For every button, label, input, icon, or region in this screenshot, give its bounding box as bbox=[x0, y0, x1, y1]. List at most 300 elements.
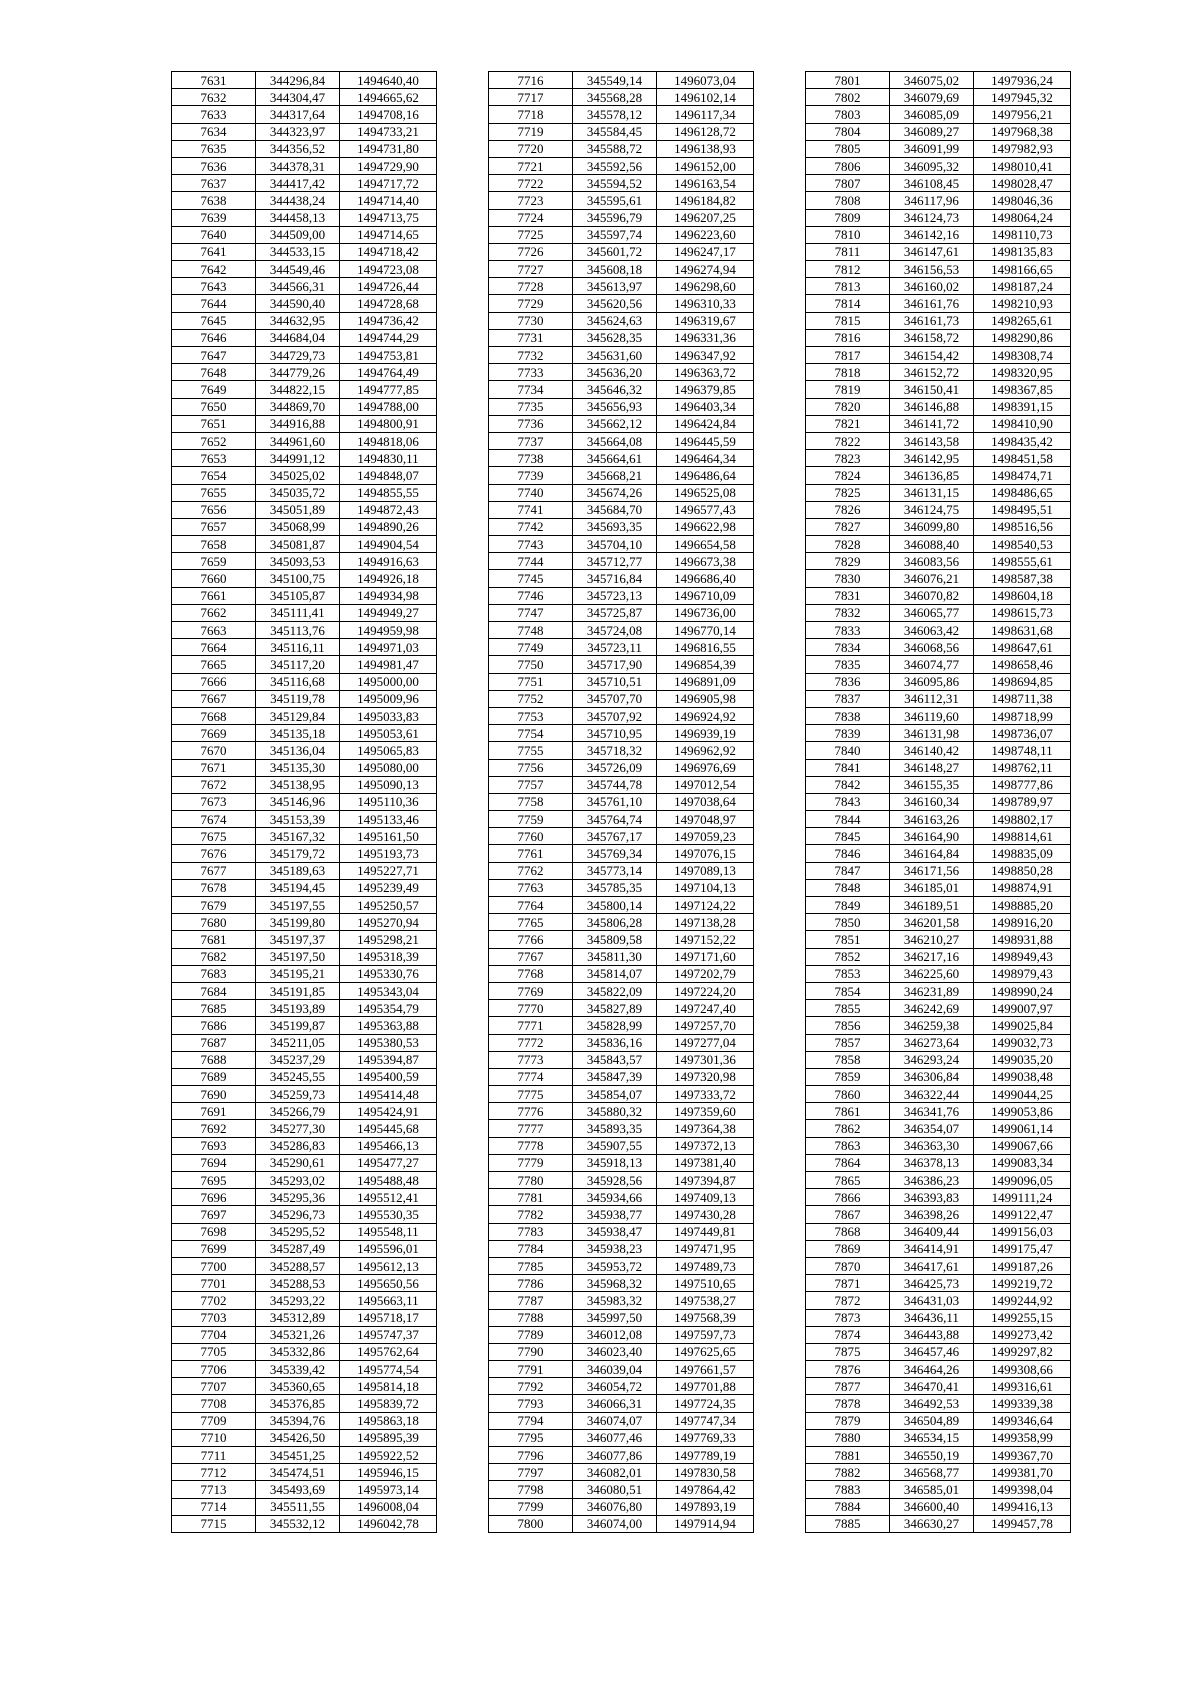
y-coordinate-cell: 1497012,54 bbox=[657, 776, 754, 793]
point-number-cell: 7833 bbox=[806, 622, 890, 639]
point-number-cell: 7677 bbox=[172, 862, 256, 879]
x-coordinate-cell: 345197,55 bbox=[256, 897, 340, 914]
table-row bbox=[806, 690, 1071, 707]
y-coordinate-cell: 1496274,94 bbox=[657, 261, 754, 278]
y-coordinate-cell: 1497059,23 bbox=[657, 828, 754, 845]
point-number-cell: 7777 bbox=[489, 1120, 573, 1137]
table-row bbox=[806, 1223, 1071, 1240]
y-coordinate-cell: 1494728,68 bbox=[340, 295, 437, 312]
y-coordinate-cell: 1495298,21 bbox=[340, 931, 437, 948]
point-number-cell: 7669 bbox=[172, 725, 256, 742]
x-coordinate-cell: 345707,92 bbox=[573, 707, 657, 724]
y-coordinate-cell: 1495400,59 bbox=[340, 1068, 437, 1085]
x-coordinate-cell: 345332,86 bbox=[256, 1343, 340, 1360]
y-coordinate-cell: 1497830,58 bbox=[657, 1464, 754, 1481]
y-coordinate-cell: 1496128,72 bbox=[657, 123, 754, 140]
point-number-cell: 7830 bbox=[806, 570, 890, 587]
table-row bbox=[806, 604, 1071, 621]
x-coordinate-cell: 345893,35 bbox=[573, 1120, 657, 1137]
x-coordinate-cell: 345135,30 bbox=[256, 759, 340, 776]
table-row bbox=[806, 1275, 1071, 1292]
table-row bbox=[806, 175, 1071, 192]
point-number-cell: 7781 bbox=[489, 1189, 573, 1206]
y-coordinate-cell: 1497372,13 bbox=[657, 1137, 754, 1154]
x-coordinate-cell: 346201,58 bbox=[890, 914, 974, 931]
point-number-cell: 7857 bbox=[806, 1034, 890, 1051]
x-coordinate-cell: 346436,11 bbox=[890, 1309, 974, 1326]
table-row bbox=[489, 811, 754, 828]
y-coordinate-cell: 1494718,42 bbox=[340, 243, 437, 260]
x-coordinate-cell: 346023,40 bbox=[573, 1343, 657, 1360]
y-coordinate-cell: 1494733,21 bbox=[340, 123, 437, 140]
table-row bbox=[806, 157, 1071, 174]
x-coordinate-cell: 345811,30 bbox=[573, 948, 657, 965]
x-coordinate-cell: 346492,53 bbox=[890, 1395, 974, 1412]
table-row bbox=[489, 501, 754, 518]
table-row bbox=[489, 209, 754, 226]
x-coordinate-cell: 346091,99 bbox=[890, 140, 974, 157]
x-coordinate-cell: 345608,18 bbox=[573, 261, 657, 278]
y-coordinate-cell: 1494726,44 bbox=[340, 278, 437, 295]
point-number-cell: 7725 bbox=[489, 226, 573, 243]
y-coordinate-cell: 1498391,15 bbox=[974, 398, 1071, 415]
x-coordinate-cell: 345725,87 bbox=[573, 604, 657, 621]
point-number-cell: 7685 bbox=[172, 1000, 256, 1017]
y-coordinate-cell: 1494723,08 bbox=[340, 261, 437, 278]
x-coordinate-cell: 345656,93 bbox=[573, 398, 657, 415]
y-coordinate-cell: 1496363,72 bbox=[657, 364, 754, 381]
point-number-cell: 7801 bbox=[806, 72, 890, 89]
y-coordinate-cell: 1499122,47 bbox=[974, 1206, 1071, 1223]
y-coordinate-cell: 1498748,11 bbox=[974, 742, 1071, 759]
y-coordinate-cell: 1494971,03 bbox=[340, 639, 437, 656]
table-row bbox=[489, 364, 754, 381]
table-row bbox=[172, 1447, 437, 1464]
x-coordinate-cell: 345136,04 bbox=[256, 742, 340, 759]
x-coordinate-cell: 346108,45 bbox=[890, 175, 974, 192]
point-number-cell: 7704 bbox=[172, 1326, 256, 1343]
y-coordinate-cell: 1499457,78 bbox=[974, 1515, 1071, 1532]
table-row bbox=[172, 570, 437, 587]
table-row bbox=[806, 518, 1071, 535]
x-coordinate-cell: 345785,35 bbox=[573, 879, 657, 896]
table-row bbox=[489, 793, 754, 810]
y-coordinate-cell: 1495718,17 bbox=[340, 1309, 437, 1326]
y-coordinate-cell: 1497257,70 bbox=[657, 1017, 754, 1034]
x-coordinate-cell: 345111,41 bbox=[256, 604, 340, 621]
x-coordinate-cell: 345100,75 bbox=[256, 570, 340, 587]
point-number-cell: 7827 bbox=[806, 518, 890, 535]
y-coordinate-cell: 1497224,20 bbox=[657, 982, 754, 999]
point-number-cell: 7637 bbox=[172, 175, 256, 192]
x-coordinate-cell: 346161,73 bbox=[890, 312, 974, 329]
point-number-cell: 7832 bbox=[806, 604, 890, 621]
y-coordinate-cell: 1498979,43 bbox=[974, 965, 1071, 982]
y-coordinate-cell: 1494830,11 bbox=[340, 450, 437, 467]
point-number-cell: 7839 bbox=[806, 725, 890, 742]
table-row bbox=[489, 1326, 754, 1343]
y-coordinate-cell: 1496403,34 bbox=[657, 398, 754, 415]
y-coordinate-cell: 1495033,83 bbox=[340, 707, 437, 724]
table-row bbox=[172, 1257, 437, 1274]
x-coordinate-cell: 346119,60 bbox=[890, 707, 974, 724]
y-coordinate-cell: 1498064,24 bbox=[974, 209, 1071, 226]
point-number-cell: 7663 bbox=[172, 622, 256, 639]
x-coordinate-cell: 346354,07 bbox=[890, 1120, 974, 1137]
table-row bbox=[489, 931, 754, 948]
x-coordinate-cell: 345237,29 bbox=[256, 1051, 340, 1068]
y-coordinate-cell: 1499219,72 bbox=[974, 1275, 1071, 1292]
x-coordinate-cell: 345918,13 bbox=[573, 1154, 657, 1171]
point-number-cell: 7649 bbox=[172, 381, 256, 398]
y-coordinate-cell: 1499273,42 bbox=[974, 1326, 1071, 1343]
point-number-cell: 7706 bbox=[172, 1361, 256, 1378]
point-number-cell: 7847 bbox=[806, 862, 890, 879]
x-coordinate-cell: 345068,99 bbox=[256, 518, 340, 535]
x-coordinate-cell: 345105,87 bbox=[256, 587, 340, 604]
y-coordinate-cell: 1494665,62 bbox=[340, 89, 437, 106]
y-coordinate-cell: 1496924,92 bbox=[657, 707, 754, 724]
table-row bbox=[489, 518, 754, 535]
x-coordinate-cell: 345800,14 bbox=[573, 897, 657, 914]
point-number-cell: 7854 bbox=[806, 982, 890, 999]
x-coordinate-cell: 345093,53 bbox=[256, 553, 340, 570]
table-row bbox=[489, 432, 754, 449]
point-number-cell: 7703 bbox=[172, 1309, 256, 1326]
x-coordinate-cell: 345146,96 bbox=[256, 793, 340, 810]
table-row bbox=[172, 381, 437, 398]
y-coordinate-cell: 1498516,56 bbox=[974, 518, 1071, 535]
x-coordinate-cell: 345474,51 bbox=[256, 1464, 340, 1481]
y-coordinate-cell: 1494890,26 bbox=[340, 518, 437, 535]
table-row bbox=[489, 1223, 754, 1240]
table-row bbox=[172, 759, 437, 776]
table-row bbox=[806, 381, 1071, 398]
y-coordinate-cell: 1497430,28 bbox=[657, 1206, 754, 1223]
y-coordinate-cell: 1496854,39 bbox=[657, 656, 754, 673]
y-coordinate-cell: 1495530,35 bbox=[340, 1206, 437, 1223]
table-row bbox=[172, 982, 437, 999]
y-coordinate-cell: 1499067,66 bbox=[974, 1137, 1071, 1154]
y-coordinate-cell: 1496905,98 bbox=[657, 690, 754, 707]
point-number-cell: 7779 bbox=[489, 1154, 573, 1171]
y-coordinate-cell: 1498110,73 bbox=[974, 226, 1071, 243]
y-coordinate-cell: 1495065,83 bbox=[340, 742, 437, 759]
point-number-cell: 7787 bbox=[489, 1292, 573, 1309]
y-coordinate-cell: 1494949,27 bbox=[340, 604, 437, 621]
point-number-cell: 7860 bbox=[806, 1086, 890, 1103]
table-row bbox=[489, 759, 754, 776]
table-row bbox=[172, 364, 437, 381]
x-coordinate-cell: 344779,26 bbox=[256, 364, 340, 381]
y-coordinate-cell: 1496298,60 bbox=[657, 278, 754, 295]
y-coordinate-cell: 1495488,48 bbox=[340, 1172, 437, 1189]
x-coordinate-cell: 345716,84 bbox=[573, 570, 657, 587]
table-row bbox=[172, 1068, 437, 1085]
point-number-cell: 7849 bbox=[806, 897, 890, 914]
y-coordinate-cell: 1495090,13 bbox=[340, 776, 437, 793]
table-row bbox=[806, 1206, 1071, 1223]
y-coordinate-cell: 1497893,19 bbox=[657, 1498, 754, 1515]
y-coordinate-cell: 1498647,61 bbox=[974, 639, 1071, 656]
x-coordinate-cell: 346154,42 bbox=[890, 347, 974, 364]
table-row bbox=[489, 1137, 754, 1154]
table-row bbox=[172, 398, 437, 415]
x-coordinate-cell: 345953,72 bbox=[573, 1257, 657, 1274]
x-coordinate-cell: 345938,23 bbox=[573, 1240, 657, 1257]
table-row bbox=[806, 89, 1071, 106]
table-row bbox=[489, 965, 754, 982]
table-row bbox=[806, 587, 1071, 604]
y-coordinate-cell: 1496042,78 bbox=[340, 1515, 437, 1532]
x-coordinate-cell: 345051,89 bbox=[256, 501, 340, 518]
x-coordinate-cell: 345880,32 bbox=[573, 1103, 657, 1120]
x-coordinate-cell: 345828,99 bbox=[573, 1017, 657, 1034]
y-coordinate-cell: 1497202,79 bbox=[657, 965, 754, 982]
table-row bbox=[806, 948, 1071, 965]
y-coordinate-cell: 1494713,75 bbox=[340, 209, 437, 226]
x-coordinate-cell: 345113,76 bbox=[256, 622, 340, 639]
table-row bbox=[172, 604, 437, 621]
point-number-cell: 7768 bbox=[489, 965, 573, 982]
table-row bbox=[489, 587, 754, 604]
point-number-cell: 7766 bbox=[489, 931, 573, 948]
point-number-cell: 7740 bbox=[489, 484, 573, 501]
y-coordinate-cell: 1496102,14 bbox=[657, 89, 754, 106]
x-coordinate-cell: 346398,26 bbox=[890, 1206, 974, 1223]
table-row bbox=[489, 261, 754, 278]
x-coordinate-cell: 345119,78 bbox=[256, 690, 340, 707]
table-row bbox=[489, 89, 754, 106]
y-coordinate-cell: 1499381,70 bbox=[974, 1464, 1071, 1481]
point-number-cell: 7855 bbox=[806, 1000, 890, 1017]
table-row bbox=[806, 209, 1071, 226]
table-row bbox=[806, 828, 1071, 845]
y-coordinate-cell: 1498320,95 bbox=[974, 364, 1071, 381]
x-coordinate-cell: 345744,78 bbox=[573, 776, 657, 793]
x-coordinate-cell: 346012,08 bbox=[573, 1326, 657, 1343]
y-coordinate-cell: 1495548,11 bbox=[340, 1223, 437, 1240]
table-row bbox=[172, 897, 437, 914]
table-row bbox=[172, 707, 437, 724]
point-number-cell: 7835 bbox=[806, 656, 890, 673]
table-row bbox=[172, 1309, 437, 1326]
y-coordinate-cell: 1495747,37 bbox=[340, 1326, 437, 1343]
point-number-cell: 7639 bbox=[172, 209, 256, 226]
y-coordinate-cell: 1498931,88 bbox=[974, 931, 1071, 948]
table-row bbox=[806, 226, 1071, 243]
point-number-cell: 7845 bbox=[806, 828, 890, 845]
point-number-cell: 7769 bbox=[489, 982, 573, 999]
table-row bbox=[172, 278, 437, 295]
table-row bbox=[172, 209, 437, 226]
y-coordinate-cell: 1494744,29 bbox=[340, 329, 437, 346]
y-coordinate-cell: 1495650,56 bbox=[340, 1275, 437, 1292]
x-coordinate-cell: 346085,09 bbox=[890, 106, 974, 123]
x-coordinate-cell: 345827,89 bbox=[573, 1000, 657, 1017]
x-coordinate-cell: 344378,31 bbox=[256, 157, 340, 174]
point-number-cell: 7775 bbox=[489, 1086, 573, 1103]
point-number-cell: 7666 bbox=[172, 673, 256, 690]
x-coordinate-cell: 345664,08 bbox=[573, 432, 657, 449]
y-coordinate-cell: 1498949,43 bbox=[974, 948, 1071, 965]
y-coordinate-cell: 1495227,71 bbox=[340, 862, 437, 879]
point-number-cell: 7820 bbox=[806, 398, 890, 415]
table-row bbox=[806, 965, 1071, 982]
point-number-cell: 7748 bbox=[489, 622, 573, 639]
x-coordinate-cell: 346142,95 bbox=[890, 450, 974, 467]
x-coordinate-cell: 346124,73 bbox=[890, 209, 974, 226]
x-coordinate-cell: 346158,72 bbox=[890, 329, 974, 346]
point-number-cell: 7840 bbox=[806, 742, 890, 759]
y-coordinate-cell: 1497747,34 bbox=[657, 1412, 754, 1429]
x-coordinate-cell: 345664,61 bbox=[573, 450, 657, 467]
x-coordinate-cell: 345597,74 bbox=[573, 226, 657, 243]
x-coordinate-cell: 345668,21 bbox=[573, 467, 657, 484]
table-row bbox=[172, 1120, 437, 1137]
y-coordinate-cell: 1494904,54 bbox=[340, 536, 437, 553]
point-number-cell: 7799 bbox=[489, 1498, 573, 1515]
table-row bbox=[172, 587, 437, 604]
y-coordinate-cell: 1495239,49 bbox=[340, 879, 437, 896]
x-coordinate-cell: 346306,84 bbox=[890, 1068, 974, 1085]
point-number-cell: 7836 bbox=[806, 673, 890, 690]
point-number-cell: 7745 bbox=[489, 570, 573, 587]
point-number-cell: 7877 bbox=[806, 1378, 890, 1395]
y-coordinate-cell: 1499308,66 bbox=[974, 1361, 1071, 1378]
table-row bbox=[489, 312, 754, 329]
y-coordinate-cell: 1499096,05 bbox=[974, 1172, 1071, 1189]
point-number-cell: 7676 bbox=[172, 845, 256, 862]
x-coordinate-cell: 345321,26 bbox=[256, 1326, 340, 1343]
point-number-cell: 7819 bbox=[806, 381, 890, 398]
x-coordinate-cell: 345288,53 bbox=[256, 1275, 340, 1292]
point-number-cell: 7763 bbox=[489, 879, 573, 896]
point-number-cell: 7802 bbox=[806, 89, 890, 106]
table-row bbox=[806, 1309, 1071, 1326]
x-coordinate-cell: 345549,14 bbox=[573, 72, 657, 89]
y-coordinate-cell: 1495445,68 bbox=[340, 1120, 437, 1137]
x-coordinate-cell: 345773,14 bbox=[573, 862, 657, 879]
point-number-cell: 7680 bbox=[172, 914, 256, 931]
point-number-cell: 7780 bbox=[489, 1172, 573, 1189]
table-row bbox=[172, 811, 437, 828]
table-row bbox=[806, 570, 1071, 587]
table-row bbox=[489, 690, 754, 707]
x-coordinate-cell: 346189,51 bbox=[890, 897, 974, 914]
y-coordinate-cell: 1495895,39 bbox=[340, 1429, 437, 1446]
y-coordinate-cell: 1498615,73 bbox=[974, 604, 1071, 621]
table-row bbox=[806, 914, 1071, 931]
x-coordinate-cell: 346534,15 bbox=[890, 1429, 974, 1446]
y-coordinate-cell: 1499061,14 bbox=[974, 1120, 1071, 1137]
y-coordinate-cell: 1496347,92 bbox=[657, 347, 754, 364]
point-number-cell: 7720 bbox=[489, 140, 573, 157]
y-coordinate-cell: 1496654,58 bbox=[657, 536, 754, 553]
x-coordinate-cell: 344869,70 bbox=[256, 398, 340, 415]
y-coordinate-cell: 1495762,64 bbox=[340, 1343, 437, 1360]
point-number-cell: 7773 bbox=[489, 1051, 573, 1068]
y-coordinate-cell: 1497864,42 bbox=[657, 1481, 754, 1498]
x-coordinate-cell: 344590,40 bbox=[256, 295, 340, 312]
table-row bbox=[172, 1103, 437, 1120]
x-coordinate-cell: 346054,72 bbox=[573, 1378, 657, 1395]
y-coordinate-cell: 1495363,88 bbox=[340, 1017, 437, 1034]
point-number-cell: 7686 bbox=[172, 1017, 256, 1034]
point-number-cell: 7661 bbox=[172, 587, 256, 604]
point-number-cell: 7735 bbox=[489, 398, 573, 415]
point-number-cell: 7690 bbox=[172, 1086, 256, 1103]
y-coordinate-cell: 1499044,25 bbox=[974, 1086, 1071, 1103]
point-number-cell: 7650 bbox=[172, 398, 256, 415]
point-number-cell: 7717 bbox=[489, 89, 573, 106]
table-row bbox=[806, 467, 1071, 484]
y-coordinate-cell: 1496207,25 bbox=[657, 209, 754, 226]
point-number-cell: 7750 bbox=[489, 656, 573, 673]
x-coordinate-cell: 345189,63 bbox=[256, 862, 340, 879]
table-row bbox=[172, 347, 437, 364]
table-row bbox=[489, 1481, 754, 1498]
point-number-cell: 7817 bbox=[806, 347, 890, 364]
point-number-cell: 7882 bbox=[806, 1464, 890, 1481]
y-coordinate-cell: 1497724,35 bbox=[657, 1395, 754, 1412]
table-row bbox=[806, 879, 1071, 896]
y-coordinate-cell: 1496736,00 bbox=[657, 604, 754, 621]
point-number-cell: 7636 bbox=[172, 157, 256, 174]
table-row bbox=[172, 965, 437, 982]
y-coordinate-cell: 1496008,04 bbox=[340, 1498, 437, 1515]
y-coordinate-cell: 1495380,53 bbox=[340, 1034, 437, 1051]
x-coordinate-cell: 344566,31 bbox=[256, 278, 340, 295]
point-number-cell: 7844 bbox=[806, 811, 890, 828]
point-number-cell: 7862 bbox=[806, 1120, 890, 1137]
table-row bbox=[489, 72, 754, 89]
point-number-cell: 7729 bbox=[489, 295, 573, 312]
table-row bbox=[806, 725, 1071, 742]
y-coordinate-cell: 1496673,38 bbox=[657, 553, 754, 570]
y-coordinate-cell: 1497277,04 bbox=[657, 1034, 754, 1051]
y-coordinate-cell: 1494708,16 bbox=[340, 106, 437, 123]
table-row bbox=[806, 845, 1071, 862]
table-row bbox=[489, 123, 754, 140]
y-coordinate-cell: 1498587,38 bbox=[974, 570, 1071, 587]
y-coordinate-cell: 1497409,13 bbox=[657, 1189, 754, 1206]
point-number-cell: 7730 bbox=[489, 312, 573, 329]
table-row bbox=[489, 278, 754, 295]
table-row bbox=[172, 1515, 437, 1532]
x-coordinate-cell: 345295,36 bbox=[256, 1189, 340, 1206]
table-row bbox=[172, 1498, 437, 1515]
y-coordinate-cell: 1497394,87 bbox=[657, 1172, 754, 1189]
table-row bbox=[806, 1412, 1071, 1429]
x-coordinate-cell: 346171,56 bbox=[890, 862, 974, 879]
table-row bbox=[172, 1464, 437, 1481]
table-row bbox=[489, 157, 754, 174]
x-coordinate-cell: 346409,44 bbox=[890, 1223, 974, 1240]
x-coordinate-cell: 345761,10 bbox=[573, 793, 657, 810]
point-number-cell: 7865 bbox=[806, 1172, 890, 1189]
x-coordinate-cell: 345394,76 bbox=[256, 1412, 340, 1429]
x-coordinate-cell: 345277,30 bbox=[256, 1120, 340, 1137]
y-coordinate-cell: 1496223,60 bbox=[657, 226, 754, 243]
point-number-cell: 7736 bbox=[489, 415, 573, 432]
table-row bbox=[489, 1498, 754, 1515]
y-coordinate-cell: 1495343,04 bbox=[340, 982, 437, 999]
table-row bbox=[806, 1172, 1071, 1189]
x-coordinate-cell: 344304,47 bbox=[256, 89, 340, 106]
x-coordinate-cell: 345809,58 bbox=[573, 931, 657, 948]
x-coordinate-cell: 346074,07 bbox=[573, 1412, 657, 1429]
